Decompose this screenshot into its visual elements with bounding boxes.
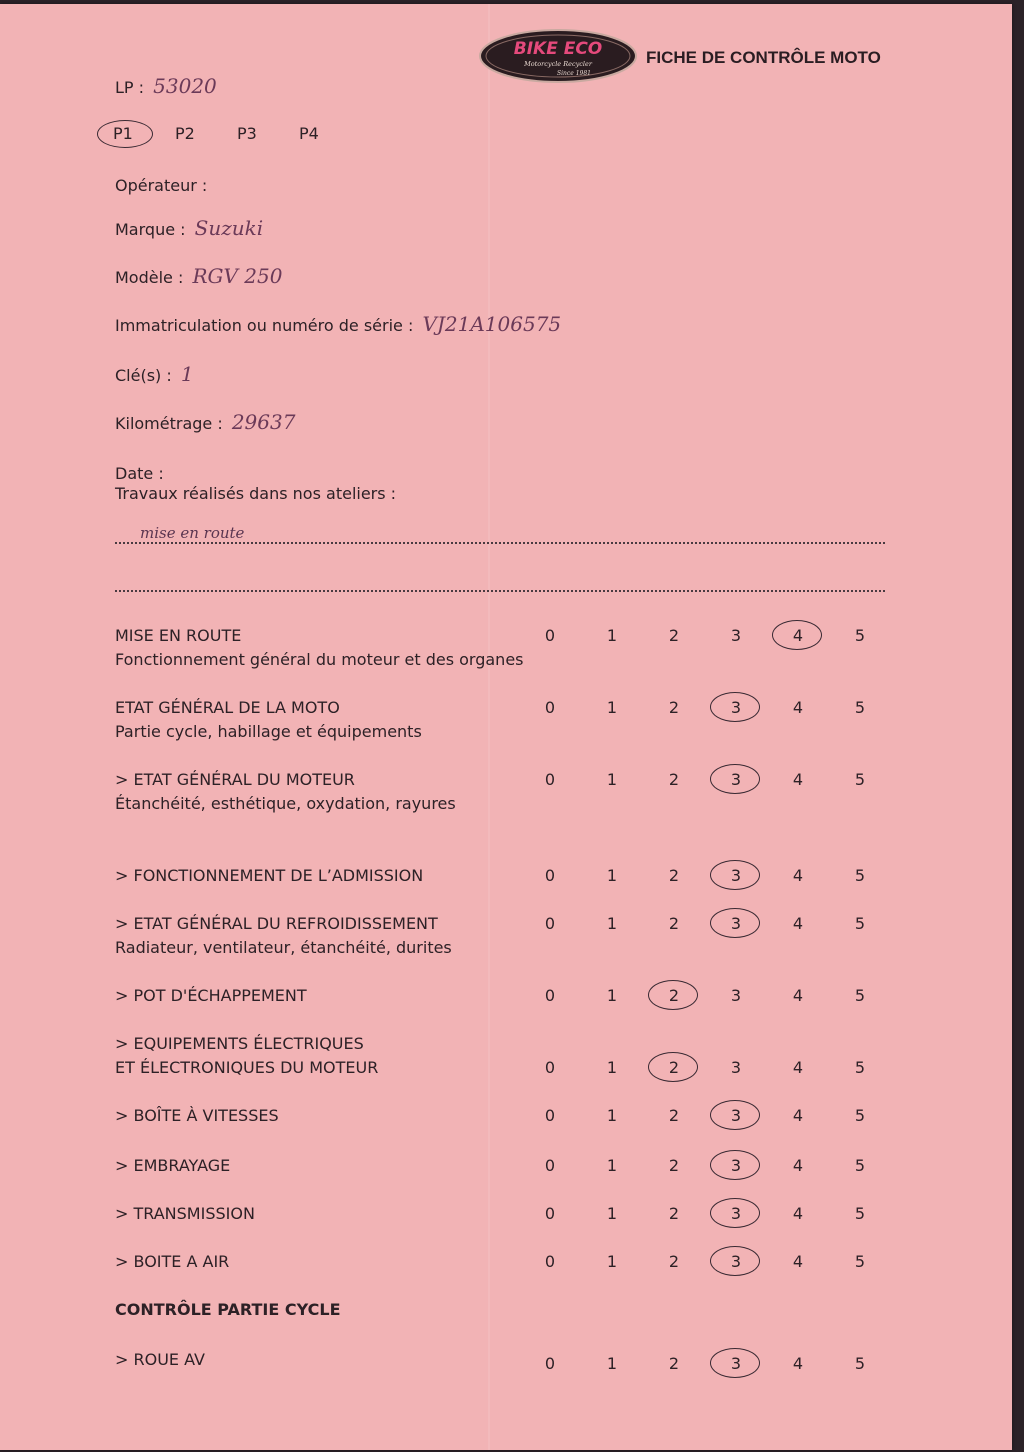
score-option-5[interactable]: 5 xyxy=(854,914,866,933)
score-option-2[interactable]: 2 xyxy=(668,698,680,717)
date-field xyxy=(115,460,168,484)
km-value[interactable]: 29637 xyxy=(231,410,296,434)
score-option-1[interactable]: 1 xyxy=(606,1204,618,1223)
checklist-item xyxy=(115,1202,255,1226)
item-title: > POT D'ÉCHAPPEMENT xyxy=(115,986,307,1005)
item-title: > ROUE AV xyxy=(115,1350,205,1369)
cles-label: Clé(s) : xyxy=(115,366,172,385)
immat-field xyxy=(115,312,561,336)
score-option-5[interactable]: 5 xyxy=(854,1354,866,1373)
score-option-0[interactable]: 0 xyxy=(544,1354,556,1373)
checklist-item xyxy=(115,768,456,816)
cles-field xyxy=(115,362,194,386)
item-title: > BOITE A AIR xyxy=(115,1252,230,1271)
score-option-5[interactable]: 5 xyxy=(854,770,866,789)
score-option-5[interactable]: 5 xyxy=(854,1252,866,1271)
score-option-4[interactable]: 4 xyxy=(792,1354,804,1373)
score-option-2[interactable]: 2 xyxy=(668,1252,680,1271)
score-option-4[interactable]: 4 xyxy=(792,698,804,717)
score-option-3[interactable]: 3 xyxy=(716,1352,756,1376)
lp-label: LP : xyxy=(115,78,145,97)
score-option-0[interactable]: 0 xyxy=(544,1252,556,1271)
marque-value[interactable]: Suzuki xyxy=(194,216,264,240)
score-option-5[interactable]: 5 xyxy=(854,698,866,717)
modele-value[interactable]: RGV 250 xyxy=(192,264,283,288)
immat-value[interactable]: VJ21A106575 xyxy=(422,312,562,336)
score-scale xyxy=(530,1250,880,1274)
bike-eco-logo xyxy=(478,26,638,86)
item-subtitle: ET ÉLECTRONIQUES DU MOTEUR xyxy=(115,1058,379,1077)
checklist-item xyxy=(115,1250,229,1274)
score-option-5[interactable]: 5 xyxy=(854,626,866,645)
item-subtitle: Fonctionnement général du moteur et des organes xyxy=(115,650,524,669)
checklist-item xyxy=(115,1032,378,1080)
item-title: > EQUIPEMENTS ÉLECTRIQUES xyxy=(115,1034,364,1053)
position-p3[interactable]: P3 xyxy=(237,124,257,143)
score-option-0[interactable]: 0 xyxy=(544,914,556,933)
score-option-0[interactable]: 0 xyxy=(544,1156,556,1175)
score-option-5[interactable]: 5 xyxy=(854,1156,866,1175)
score-option-4[interactable]: 4 xyxy=(792,1252,804,1271)
score-option-4[interactable]: 4 xyxy=(792,986,804,1005)
modele-field xyxy=(115,264,282,288)
score-option-1[interactable]: 1 xyxy=(606,914,618,933)
score-option-4[interactable]: 4 xyxy=(792,1106,804,1125)
item-subtitle: Étanchéité, esthétique, oxydation, rayures xyxy=(115,794,456,813)
score-scale xyxy=(530,864,880,888)
position-p4[interactable]: P4 xyxy=(299,124,319,143)
logo-name: BIKE ECO xyxy=(513,39,603,59)
dotted-line xyxy=(115,542,885,544)
lp-field xyxy=(115,74,217,98)
score-option-4[interactable]: 4 xyxy=(792,914,804,933)
score-option-0[interactable]: 0 xyxy=(544,1058,556,1077)
score-option-4[interactable]: 4 xyxy=(792,1204,804,1223)
score-option-1[interactable]: 1 xyxy=(606,866,618,885)
score-option-2[interactable]: 2 xyxy=(668,770,680,789)
score-option-5[interactable]: 5 xyxy=(854,1106,866,1125)
score-option-0[interactable]: 0 xyxy=(544,1106,556,1125)
score-scale xyxy=(530,912,880,936)
score-option-1[interactable]: 1 xyxy=(606,1106,618,1125)
score-option-1[interactable]: 1 xyxy=(606,626,618,645)
score-option-1[interactable]: 1 xyxy=(606,698,618,717)
item-subtitle: Radiateur, ventilateur, étanchéité, durites xyxy=(115,938,452,957)
score-option-2[interactable]: 2 xyxy=(668,866,680,885)
score-option-1[interactable]: 1 xyxy=(606,1058,618,1077)
section-title: CONTRÔLE PARTIE CYCLE xyxy=(115,1300,341,1319)
score-scale xyxy=(530,768,880,792)
score-option-2[interactable]: 2 xyxy=(668,1204,680,1223)
item-title: > EMBRAYAGE xyxy=(115,1156,231,1175)
score-option-4[interactable]: 4 xyxy=(792,866,804,885)
item-subtitle: Partie cycle, habillage et équipements xyxy=(115,722,422,741)
immat-label: Immatriculation ou numéro de série : xyxy=(115,316,414,335)
lp-value: 53020 xyxy=(153,74,217,98)
score-option-3[interactable]: 3 xyxy=(716,696,756,720)
checklist-item xyxy=(115,696,422,744)
operateur-label: Opérateur : xyxy=(115,176,208,195)
score-option-3[interactable]: 3 xyxy=(730,1058,742,1077)
travaux-label: Travaux réalisés dans nos ateliers : xyxy=(115,484,397,503)
score-option-5[interactable]: 5 xyxy=(854,866,866,885)
score-scale xyxy=(530,1202,880,1226)
travaux-value[interactable]: mise en route xyxy=(140,524,245,542)
score-option-2[interactable]: 2 xyxy=(668,1106,680,1125)
logo-tagline: Motorcycle Recycler xyxy=(524,60,592,68)
checklist-item xyxy=(115,1348,205,1372)
logo-since: Since 1981 xyxy=(557,70,591,77)
checklist-item xyxy=(115,912,452,960)
control-sheet xyxy=(0,4,1012,1450)
score-option-4[interactable]: 4 xyxy=(792,1058,804,1077)
score-option-0[interactable]: 0 xyxy=(544,1204,556,1223)
item-title: > TRANSMISSION xyxy=(115,1204,255,1223)
operateur-field xyxy=(115,172,211,196)
score-scale xyxy=(530,1154,880,1178)
score-option-3[interactable]: 3 xyxy=(716,768,756,792)
score-option-3[interactable]: 3 xyxy=(716,1154,756,1178)
score-option-4[interactable]: 4 xyxy=(792,1156,804,1175)
score-option-0[interactable]: 0 xyxy=(544,986,556,1005)
score-option-3[interactable]: 3 xyxy=(716,1104,756,1128)
checklist-item xyxy=(115,1104,279,1128)
score-option-2[interactable]: 2 xyxy=(668,914,680,933)
item-title: ETAT GÉNÉRAL DE LA MOTO xyxy=(115,698,340,717)
cles-value[interactable]: 1 xyxy=(180,362,194,386)
form-title: FICHE DE CONTRÔLE MOTO xyxy=(646,48,881,67)
score-option-0[interactable]: 0 xyxy=(544,866,556,885)
marque-field xyxy=(115,216,263,240)
score-option-0[interactable]: 0 xyxy=(544,626,556,645)
score-option-3[interactable]: 3 xyxy=(730,986,742,1005)
score-option-3[interactable]: 3 xyxy=(730,626,742,645)
score-option-2[interactable]: 2 xyxy=(668,626,680,645)
score-option-1[interactable]: 1 xyxy=(606,986,618,1005)
item-title: MISE EN ROUTE xyxy=(115,626,242,645)
score-option-0[interactable]: 0 xyxy=(544,698,556,717)
score-option-2[interactable]: 2 xyxy=(668,1156,680,1175)
position-p1[interactable]: P1 xyxy=(113,124,133,143)
score-option-2[interactable]: 2 xyxy=(668,1354,680,1373)
score-option-4[interactable]: 4 xyxy=(792,770,804,789)
item-title: > ETAT GÉNÉRAL DU MOTEUR xyxy=(115,770,355,789)
score-option-1[interactable]: 1 xyxy=(606,1354,618,1373)
dotted-line xyxy=(115,590,885,592)
score-option-3[interactable]: 3 xyxy=(716,1250,756,1274)
km-label: Kilométrage : xyxy=(115,414,223,433)
position-p2[interactable]: P2 xyxy=(175,124,195,143)
km-field xyxy=(115,410,295,434)
item-title: > FONCTIONNEMENT DE L’ADMISSION xyxy=(115,866,424,885)
score-option-4[interactable]: 4 xyxy=(778,624,818,648)
score-option-3[interactable]: 3 xyxy=(716,864,756,888)
score-scale xyxy=(530,984,880,1008)
checklist-item xyxy=(115,624,524,672)
score-option-5[interactable]: 5 xyxy=(854,1058,866,1077)
score-scale xyxy=(530,1104,880,1128)
score-option-5[interactable]: 5 xyxy=(854,986,866,1005)
item-title: > ETAT GÉNÉRAL DU REFROIDISSEMENT xyxy=(115,914,438,933)
score-option-2[interactable]: 2 xyxy=(654,984,694,1008)
date-label: Date : xyxy=(115,464,164,483)
score-scale xyxy=(530,1352,880,1376)
score-option-1[interactable]: 1 xyxy=(606,770,618,789)
checklist-item xyxy=(115,864,423,888)
score-option-1[interactable]: 1 xyxy=(606,1252,618,1271)
marque-label: Marque : xyxy=(115,220,186,239)
checklist-item xyxy=(115,1154,230,1178)
score-option-3[interactable]: 3 xyxy=(716,1202,756,1226)
score-option-1[interactable]: 1 xyxy=(606,1156,618,1175)
checklist-item xyxy=(115,984,307,1008)
score-option-2[interactable]: 2 xyxy=(654,1056,694,1080)
score-scale xyxy=(530,696,880,720)
score-scale xyxy=(530,624,880,648)
modele-label: Modèle : xyxy=(115,268,184,287)
score-option-3[interactable]: 3 xyxy=(716,912,756,936)
score-scale xyxy=(530,1056,880,1080)
score-option-0[interactable]: 0 xyxy=(544,770,556,789)
score-option-5[interactable]: 5 xyxy=(854,1204,866,1223)
item-title: > BOÎTE À VITESSES xyxy=(115,1106,279,1125)
